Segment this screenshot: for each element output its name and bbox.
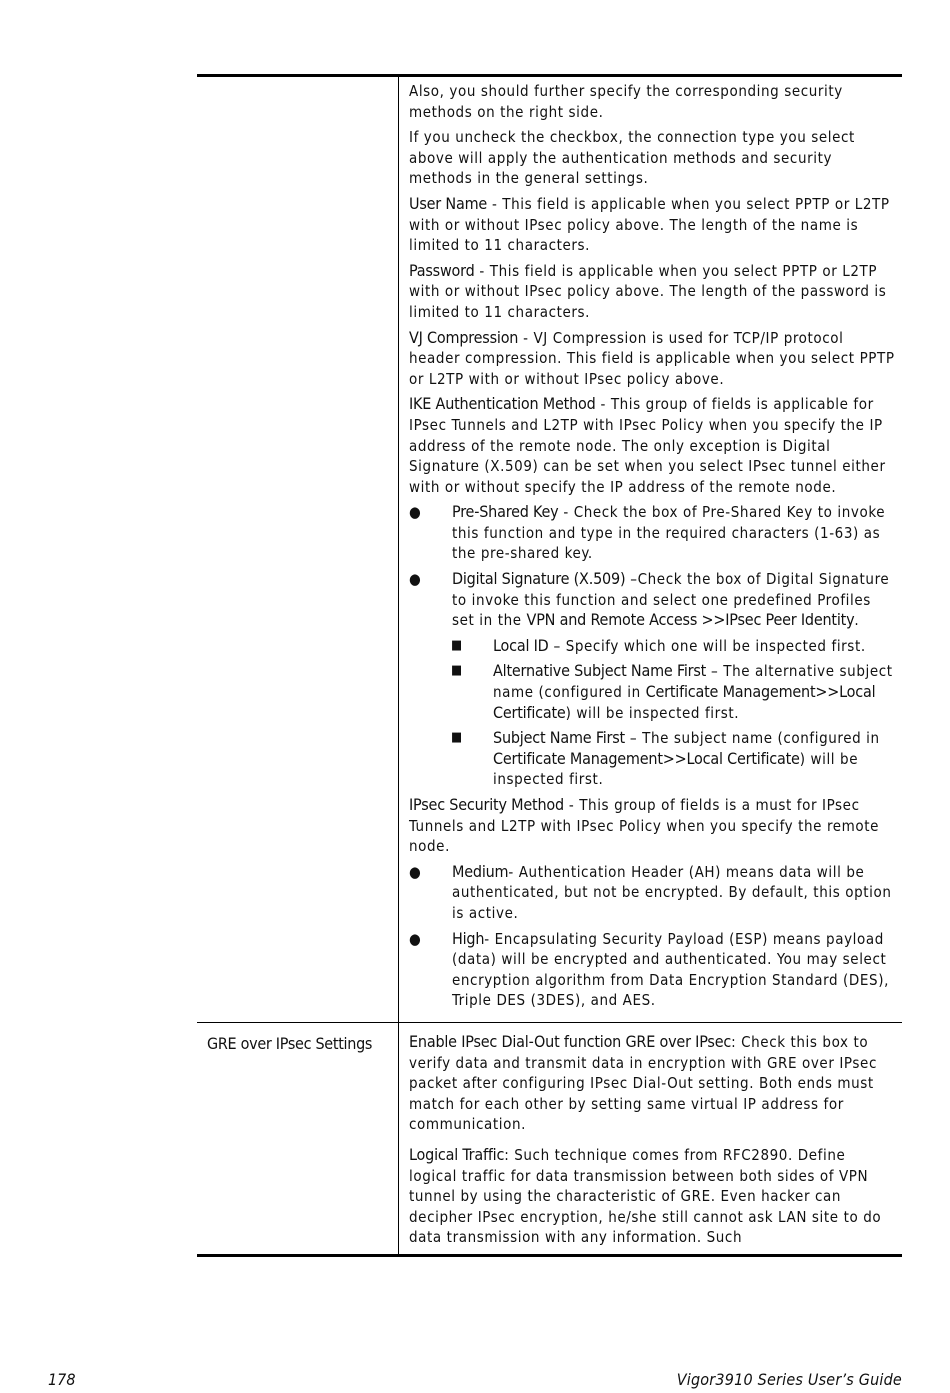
user-name-desc (409, 194, 896, 256)
term-text: - This group of fields is a must for IPsec Tunnels and L2TP with IPsec Policy when you specify the remote node. (409, 796, 880, 856)
term-text: - This field is applicable when you select PPTP or L2TP with or without IPsec policy above. The length of the name is limited to 11 characters. (409, 194, 890, 255)
menu-path: VPN and Remote Access >>IPsec Peer Identity (526, 610, 855, 630)
list-item (451, 636, 896, 657)
term-text: - VJ Compression is used for TCP/IP protocol header compression. This field is applicable when you select PPTP or L2TP with or without IPsec policy above. (409, 328, 895, 388)
term: IKE Authentication Method (409, 394, 596, 414)
bullet-icon: ● (409, 862, 421, 881)
term: Alternative Subject Name First (493, 661, 707, 681)
page-number: 178 (48, 1370, 76, 1389)
row-label: GRE over IPsec Settings (207, 1033, 373, 1053)
term: Local ID (493, 635, 549, 655)
row-description (398, 77, 902, 1022)
term-text: –Check the box of Digital Signature to invoke this function and select one predefined Profiles set in the (452, 570, 890, 630)
square-bullet-icon: ■ (451, 637, 463, 653)
term-text: : Check this box to verify data and transmit data in encryption with GRE over IPsec packet after configuring IPsec Dial-Out setting. Both ends must match for each other by setting same virtual IP address for communication. (409, 1032, 877, 1134)
term-text: – The subject name (configured in (625, 729, 880, 748)
vj-compression-desc (409, 328, 896, 390)
term-text: ) will be inspected first. (493, 749, 859, 789)
term-text: - Encapsulating Security Payload (ESP) means payload (data) will be encrypted and authenticated. You may select encryption algorithm from Data Encryption Standard (DES), Triple DES (3DES), and AES. (452, 929, 889, 1010)
ike-auth-desc (409, 394, 896, 497)
term: Pre-Shared Key (452, 502, 559, 522)
logical-traffic-desc (409, 1145, 896, 1248)
table-row (197, 74, 902, 1022)
term-text: . (854, 611, 860, 630)
guide-title: Vigor3910 Series User’s Guide (676, 1370, 902, 1389)
menu-path: Certificate Management>>Local Certificate (493, 748, 800, 768)
square-bullet-icon: ■ (451, 730, 463, 746)
row-label-empty (197, 77, 398, 1022)
term: High (452, 928, 485, 948)
term: VJ Compression (409, 327, 519, 347)
term: IPsec Security Method (409, 795, 564, 814)
term-text: ) will be inspected first. (565, 703, 740, 722)
bullet-icon: ● (409, 570, 421, 589)
bullet-icon: ● (409, 503, 421, 522)
paragraph: If you uncheck the checkbox, the connection type you select above will apply the authentication methods and security methods in the general settings. (409, 128, 855, 188)
term-text: - Authentication Header (AH) means data will be authenticated, but not be encrypted. By default, this option is active. (452, 862, 892, 922)
list-item (451, 661, 896, 723)
settings-table (197, 74, 902, 1257)
term-text: - This field is applicable when you select PPTP or L2TP with or without IPsec policy above. The length of the password is limited to 11 characters. (409, 261, 887, 321)
term-text: – The alternative subject name (configured in (493, 662, 893, 702)
square-bullet-icon: ■ (451, 663, 463, 679)
term-text: : Such technique comes from RFC2890. Define logical traffic for data transmission between both sides of VPN tunnel by using the characteristic of GRE. Even hacker can decipher IPsec encryption, he/she still cannot ask LAN site to do data transmission with any information. Such (409, 1145, 882, 1247)
row-description (398, 1023, 902, 1254)
term: User Name (409, 193, 488, 213)
term-text: - Check the box of Pre-Shared Key to invoke this function and type in the required characters (1-63) as the pre-shared key. (452, 503, 886, 563)
ipsec-security-desc (409, 795, 896, 857)
term-text: – Specify which one will be inspected first. (548, 636, 866, 655)
list-item (409, 502, 896, 564)
gre-enable-desc (409, 1032, 896, 1135)
list-item (409, 929, 896, 1011)
term: Password (409, 260, 475, 280)
bullet-icon: ● (409, 929, 421, 948)
term: Digital Signature (X.509) (452, 569, 626, 589)
password-desc (409, 261, 896, 323)
term: Enable IPsec Dial-Out function GRE over IPsec (409, 1031, 732, 1051)
term: Logical Traffic (409, 1144, 505, 1164)
term: Subject Name First (493, 728, 626, 748)
list-item (409, 569, 896, 631)
list-item (451, 728, 896, 790)
menu-path: Certificate Management>>Local Certificate (493, 682, 876, 722)
list-item (409, 862, 896, 924)
paragraph: Also, you should further specify the corresponding security methods on the right side. (409, 82, 843, 121)
term: Medium (452, 861, 509, 881)
term-text: - This group of fields is applicable for IPsec Tunnels and L2TP with IPsec Policy when you specify the IP address of the remote node. The only exception is Digital Signature (X.509) can be set when you select IPsec tunnel either with or without specify the IP address of the remote node. (409, 395, 886, 496)
table-row (197, 1022, 902, 1257)
